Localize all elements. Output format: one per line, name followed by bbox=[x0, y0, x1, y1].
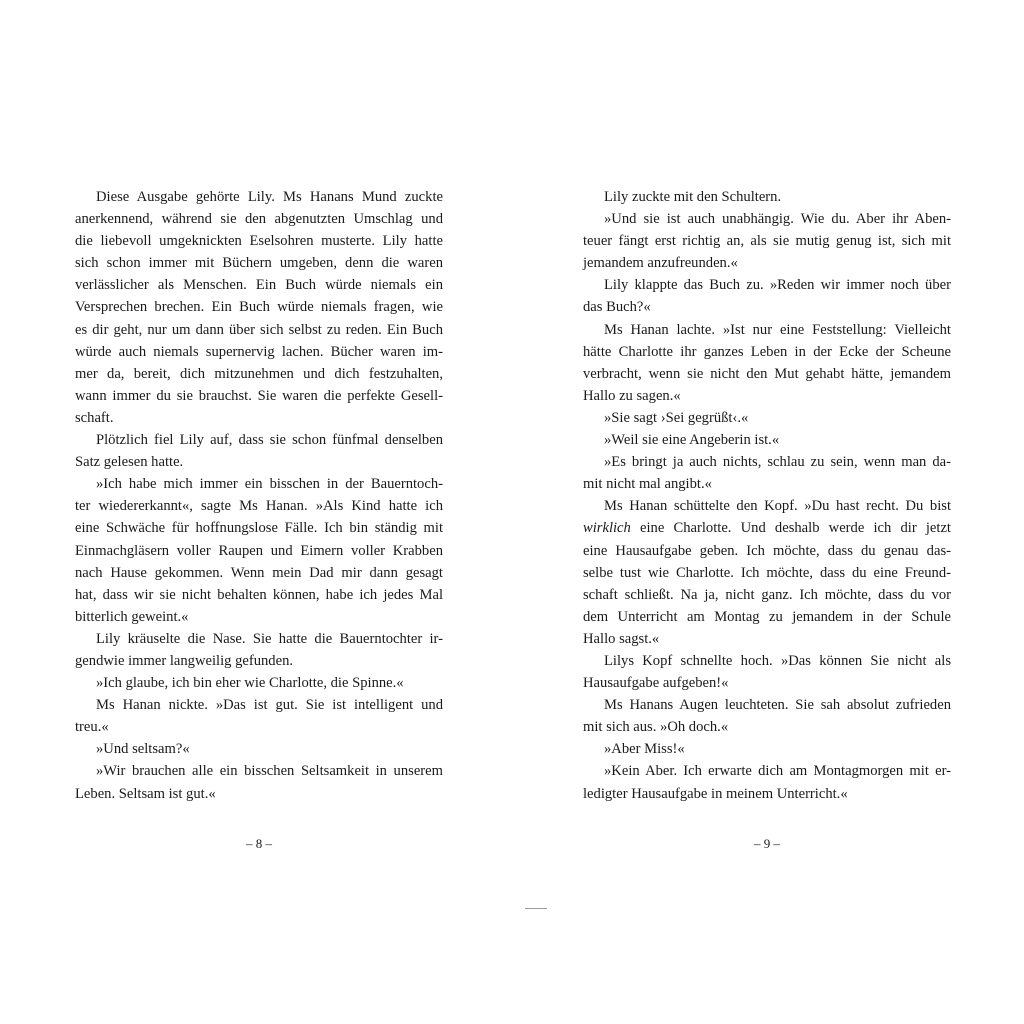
text-line: »Sie sagt ›Sei gegrüßt‹.« bbox=[604, 409, 749, 426]
text-line: nach Hause gekommen. Wenn mein Dad mir dann gesagt bbox=[75, 564, 443, 581]
text-line: Hausaufgabe aufgeben!« bbox=[583, 675, 729, 692]
text-line: Hallo zu sagen.« bbox=[583, 387, 681, 404]
text-line: jemandem anzufreunden.« bbox=[583, 255, 738, 272]
gutter-divider bbox=[525, 908, 547, 909]
text-line: »Weil sie eine Angeberin ist.« bbox=[604, 432, 780, 449]
text-line: schaft. bbox=[75, 409, 114, 426]
text-line: verlässlicher als Menschen. Ein Buch würde niemals ein bbox=[75, 277, 443, 294]
text-line: »Kein Aber. Ich erwarte dich am Montagmorgen mit er- bbox=[604, 763, 951, 780]
text-line: »Aber Miss!« bbox=[604, 741, 685, 758]
text-line: »Und seltsam?« bbox=[96, 741, 190, 758]
text-line: Versprechen brechen. Ein Buch würde niemals fragen, wie bbox=[75, 299, 443, 316]
text-line: Ms Hanan schüttelte den Kopf. »Du hast recht. Du bist bbox=[604, 498, 951, 515]
text-line: dem Unterricht am Montag zu jemandem in der Schule bbox=[583, 608, 951, 625]
text-line: verbracht, wenn sie nicht den Mut gehabt hätte, jemandem bbox=[583, 365, 951, 382]
text-line: treu.« bbox=[75, 719, 109, 736]
text-line: Ms Hanans Augen leuchteten. Sie sah absolut zufrieden bbox=[604, 697, 951, 714]
text-line: würde auch niemals supernervig lachen. Bücher waren im- bbox=[75, 343, 443, 360]
left-page-number: – 8 – bbox=[246, 836, 272, 851]
text-line: hat, dass wir sie nicht behalten können, habe ich jedes Mal bbox=[75, 586, 443, 603]
text-line: das Buch?« bbox=[583, 299, 651, 316]
text-line: schaft schließt. Na ja, nicht ganz. Ich möchte, dass du vor bbox=[583, 586, 951, 603]
right-page-text bbox=[583, 186, 951, 805]
text-line bbox=[583, 517, 951, 539]
text-line: mit sich aus. »Oh doch.« bbox=[583, 719, 729, 736]
text-line: bitterlich geweint.« bbox=[75, 608, 189, 625]
text-line: selbe tust wie Charlotte. Ich möchte, dass du eine Freund- bbox=[583, 564, 951, 581]
text-line: »Und sie ist auch unabhängig. Wie du. Aber ihr Aben- bbox=[604, 211, 951, 228]
text-line: »Es bringt ja auch nichts, schlau zu sein, wenn man da- bbox=[604, 454, 951, 471]
text-line-segment: eine Charlotte. Und deshalb werde ich dir jetzt bbox=[630, 520, 951, 537]
text-line: anerkennend, während sie den abgenutzten Umschlag und bbox=[75, 211, 443, 228]
text-line: Lily zuckte mit den Schultern. bbox=[604, 189, 782, 205]
text-line: Leben. Seltsam ist gut.« bbox=[75, 785, 216, 802]
left-page-text bbox=[75, 186, 443, 805]
text-line: gendwie immer langweilig gefunden. bbox=[75, 652, 294, 669]
text-line: sich schon immer mit Büchern umgeben, denn die waren bbox=[75, 255, 443, 272]
text-line: eine Hausaufgabe geben. Ich möchte, dass du genau das- bbox=[583, 542, 951, 559]
text-line: »Wir brauchen alle ein bisschen Seltsamkeit in unserem bbox=[96, 763, 443, 780]
text-line: Lilys Kopf schnellte hoch. »Das können Sie nicht als bbox=[604, 652, 951, 669]
text-line: Ms Hanan lachte. »Ist nur eine Feststellung: Vielleicht bbox=[604, 321, 951, 338]
right-page-number: – 9 – bbox=[754, 836, 780, 851]
text-line: Ms Hanan nickte. »Das ist gut. Sie ist intelligent und bbox=[96, 697, 443, 714]
text-line: ter wiedererkannt«, sagte Ms Hanan. »Als Kind hatte ich bbox=[75, 498, 443, 515]
text-line: wann immer du sie brauchst. Sie waren die perfekte Gesell- bbox=[75, 387, 443, 404]
emphasized-word: wirklich bbox=[583, 520, 631, 537]
text-line: ledigter Hausaufgabe in meinem Unterricht.« bbox=[583, 785, 848, 802]
text-line: Lily klappte das Buch zu. »Reden wir immer noch über bbox=[604, 277, 951, 294]
text-line: Hallo sagst.« bbox=[583, 630, 660, 647]
text-line: mit nicht mal angibt.« bbox=[583, 476, 712, 493]
text-line: die liebevoll umgeknickten Eselsohren musterte. Lily hatte bbox=[75, 233, 443, 250]
text-line: es dir geht, nur um dann über sich selbst zu reden. Ein Buch bbox=[75, 321, 443, 338]
text-line: Lily kräuselte die Nase. Sie hatte die Bauerntochter ir- bbox=[96, 630, 443, 647]
text-line: eine Schwäche für hoffnungslose Fälle. Ich bin ständig mit bbox=[75, 520, 443, 537]
text-line: »Ich habe mich immer ein bisschen in der Bauerntoch- bbox=[96, 476, 443, 493]
text-line: Plötzlich fiel Lily auf, dass sie schon fünfmal denselben bbox=[96, 432, 443, 449]
text-line: Diese Ausgabe gehörte Lily. Ms Hanans Mund zuckte bbox=[96, 189, 443, 205]
text-line: teuer fängt erst richtig an, als sie mutig genug ist, sich mit bbox=[583, 233, 951, 250]
text-line: Einmachgläsern voller Raupen und Eimern voller Krabben bbox=[75, 542, 443, 559]
text-line: Satz gelesen hatte. bbox=[75, 454, 184, 471]
text-line: hätte Charlotte ihr ganzes Leben in der Ecke der Scheune bbox=[583, 343, 951, 360]
text-line: »Ich glaube, ich bin eher wie Charlotte, die Spinne.« bbox=[96, 675, 404, 692]
text-line: mer da, bereit, dich mitzunehmen und dich festzuhalten, bbox=[75, 365, 443, 382]
